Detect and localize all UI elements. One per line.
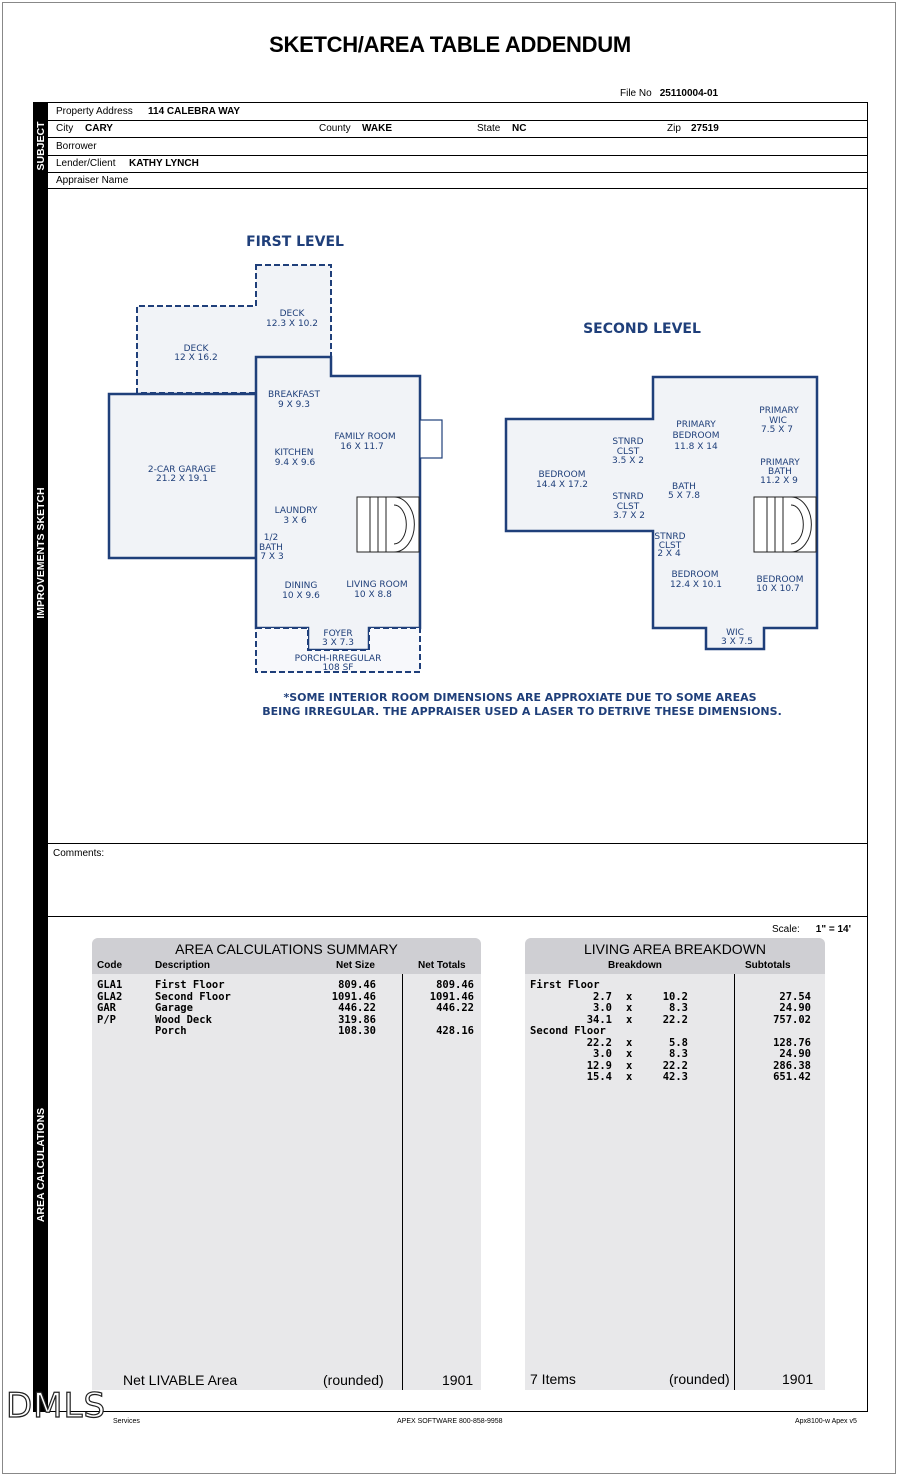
dim-a: 12.9 [586,1059,612,1072]
room-dims: BATH [259,543,283,553]
area-section-label: AREA CALCULATIONS [34,1107,47,1222]
room-label: BEDROOM [538,470,586,480]
room-label: PRIMARY [760,458,800,468]
county-label: County [319,123,351,134]
dim-a: 22.2 [586,1036,612,1049]
subtotal: 27.54 [779,990,811,1003]
times-sign: x [626,1013,633,1026]
room-label: FAMILY ROOM [334,432,396,442]
dim-a: 3.0 [593,1048,612,1060]
living-area-panel [525,938,825,1390]
comments-label: Comments: [53,848,105,859]
room-dims: 10 X 9.6 [282,591,320,601]
breakdown-title: LIVING AREA BREAKDOWN [583,941,767,957]
room-label: BREAKFAST [268,390,320,400]
room-label: 1/2 [263,533,279,543]
room-label: WIC [769,416,787,426]
dim-b: 8.3 [669,1048,688,1060]
scale [772,924,851,935]
dim-b: 42.3 [662,1071,688,1083]
scale-label: Scale: [772,924,800,935]
subtotal: 651.42 [773,1071,811,1083]
summary-size: 446.22 [338,1002,376,1014]
dim-a: 2.7 [593,990,612,1003]
summary-total: 428.16 [436,1025,474,1037]
summary-codes [97,980,122,1026]
breakdown-rounded: (rounded) [669,1371,730,1387]
room-dims: 12.3 X 10.2 [266,319,318,329]
room-label: DECK [183,344,209,354]
col-description: Description [155,960,211,971]
room-dims: 3 X 6 [283,516,307,526]
summary-column-divider [402,974,403,1390]
breakdown-s-first [741,992,811,1027]
room-label: STNRD [654,532,686,542]
first-level-stairs-icon [357,497,419,552]
subtotal: 757.02 [773,1013,811,1026]
room-label: LIVING ROOM [346,580,408,590]
dim-a: 34.1 [586,1013,612,1026]
dim-b: 10.2 [662,990,688,1003]
breakdown-total: 1901 [782,1371,814,1387]
room-label: CLST [658,541,682,551]
property-address-value: 114 CALEBRA WAY [148,106,241,117]
room-label: WIC [726,628,744,638]
room-dims: 3 X 7.3 [322,638,354,648]
summary-total: 809.46 [436,979,474,991]
room-dims: 3 X 7.5 [721,637,753,647]
room-label: CLST [616,447,640,457]
city-label: City [56,123,74,134]
room-dims: 108 SF [322,663,354,673]
room-label: PRIMARY [676,420,716,430]
summary-code: GLA1 [97,979,123,991]
room-label: DINING [284,581,318,591]
col-subtotals: Subtotals [745,960,791,971]
room-label: STNRD [612,492,644,502]
col-code: Code [97,960,122,971]
summary-total: 446.22 [436,1002,474,1014]
county-value: WAKE [362,123,392,134]
second-level-title: SECOND LEVEL [583,321,701,337]
room-dims: 11.2 X 9 [760,476,798,486]
state-value: NC [512,123,527,134]
room-label: PORCH-IRREGULAR [294,654,382,664]
col-breakdown: Breakdown [608,960,662,971]
group-label: First Floor [530,979,600,991]
room-label: CLST [616,502,640,512]
room-label: STNRD [612,437,644,447]
times-sign: x [626,1036,633,1049]
subtotal: 128.76 [773,1036,811,1049]
room-dims: 2 X 4 [657,549,681,559]
file-no-value: 25110004-01 [659,88,719,99]
room-label: BEDROOM [756,575,804,585]
area-sidebar [33,917,48,1412]
footer-left: Services [113,1418,140,1425]
room-dims: 16 X 11.7 [340,442,384,452]
summary-desc: First Floor [155,979,225,991]
room-dims: 5 X 7.8 [668,491,700,501]
room-dims: 10 X 8.8 [354,590,392,600]
summary-total: 1091.46 [429,990,474,1003]
second-level-stairs-icon [754,497,816,552]
zip-value: 27519 [691,123,719,134]
scale-value: 1" = 14' [815,924,851,935]
room-dims: 12 X 16.2 [174,353,218,363]
room-dims: 12.4 X 10.1 [670,580,722,590]
dim-a: 15.4 [586,1071,612,1083]
dim-b: 22.2 [662,1013,688,1026]
footer-center: APEX SOFTWARE 800-858-9958 [397,1418,503,1425]
subtotal: 286.38 [773,1059,811,1072]
file-no-label: File No [620,88,652,99]
room-label: KITCHEN [274,448,314,458]
room-dims: 9.4 X 9.6 [274,458,316,468]
room-dims: 3.5 X 2 [612,456,644,466]
summary-size: 319.86 [338,1013,376,1026]
times-sign: x [626,1071,633,1083]
sketch-note-line-1: *SOME INTERIOR ROOM DIMENSIONS ARE APPROXIATE DUE TO SOME AREAS [283,691,757,704]
room-label: BATH [672,482,696,492]
subject-section-label: SUBJECT [34,120,47,171]
breakdown-a-first [570,992,612,1027]
summary-desc: Garage [155,1002,193,1014]
city-value: CARY [85,123,113,134]
summary-size: 108.30 [338,1025,376,1037]
summary-desc: Porch [155,1025,187,1037]
summary-title: AREA CALCULATIONS SUMMARY [175,941,398,957]
footer-right: Apx8100-w Apex v5 [795,1418,857,1425]
dim-a: 3.0 [593,1002,612,1014]
first-level-title: FIRST LEVEL [246,234,344,250]
lender-label: Lender/Client [56,158,116,169]
room-label: DECK [279,309,305,319]
breakdown-a-second [570,1038,612,1084]
comments-divider [48,843,868,844]
summary-size: 809.46 [338,979,376,991]
property-address-label: Property Address [56,106,133,117]
summary-desc: Second Floor [155,990,231,1003]
col-net-size: Net Size [336,960,375,971]
room-label: 7 X 3 [260,552,284,562]
room-dims: 11.8 X 14 [674,442,718,452]
room-label: BEDROOM [671,570,719,580]
state-label: State [477,123,501,134]
room-dims: 21.2 X 19.1 [156,474,208,484]
area-summary-panel [92,938,481,1390]
summary-desc: Wood Deck [155,1013,212,1026]
net-livable-label: Net LIVABLE Area [123,1372,238,1388]
room-label: BEDROOM [672,431,720,441]
breakdown-b-first [646,992,688,1027]
breakdown-column-divider [734,974,735,1390]
summary-code: P/P [97,1013,116,1026]
summary-code: GAR [97,1002,116,1014]
room-label: PRIMARY [759,406,799,416]
lender-value: KATHY LYNCH [129,158,199,169]
dim-b: 8.3 [669,1002,688,1014]
breakdown-s-second [741,1038,811,1084]
fireplace-outline [420,420,442,458]
room-dims: 7.5 X 7 [761,425,793,435]
items-count: 7 Items [530,1371,576,1387]
summary-size: 1091.46 [331,990,376,1003]
times-sign: x [626,1059,633,1072]
dim-b: 5.8 [669,1036,688,1049]
room-dims: 9 X 9.3 [278,400,310,410]
times-sign: x [626,1048,633,1060]
summary-sizes [306,980,376,1038]
room-label: BATH [768,467,792,477]
subtotal: 24.90 [779,1048,811,1060]
room-dims: 3.7 X 2 [613,511,645,521]
page-title: SKETCH/AREA TABLE ADDENDUM [269,32,631,57]
zip-label: Zip [667,123,681,134]
summary-totals [404,980,474,1038]
breakdown-x-second [626,1038,632,1084]
net-livable-value: 1901 [442,1372,474,1388]
subtotal: 24.90 [779,1002,811,1014]
sketch-section-label: IMPROVEMENTS SKETCH [34,487,47,619]
times-sign: x [626,1002,633,1014]
room-label: LAUNDRY [274,506,318,516]
times-sign: x [626,990,633,1003]
room-label: 2-CAR GARAGE [147,465,217,475]
col-net-totals: Net Totals [418,960,466,971]
appraiser-label: Appraiser Name [56,175,129,186]
sketch-note-line-2: BEING IRREGULAR. THE APPRAISER USED A LASER TO DETRIVE THESE DIMENSIONS. [262,705,782,718]
breakdown-b-second [646,1038,688,1084]
breakdown-x-first [626,992,632,1027]
mls-watermark: DMLS [6,1386,107,1426]
dim-b: 22.2 [662,1059,688,1072]
net-livable-rounded: (rounded) [323,1372,384,1388]
room-label: FOYER [323,629,353,639]
group-label: Second Floor [530,1025,606,1037]
summary-descriptions [155,980,231,1038]
borrower-label: Borrower [56,141,97,152]
room-dims: 10 X 10.7 [756,584,800,594]
room-dims: 14.4 X 17.2 [536,480,588,490]
summary-code: GLA2 [97,990,123,1003]
